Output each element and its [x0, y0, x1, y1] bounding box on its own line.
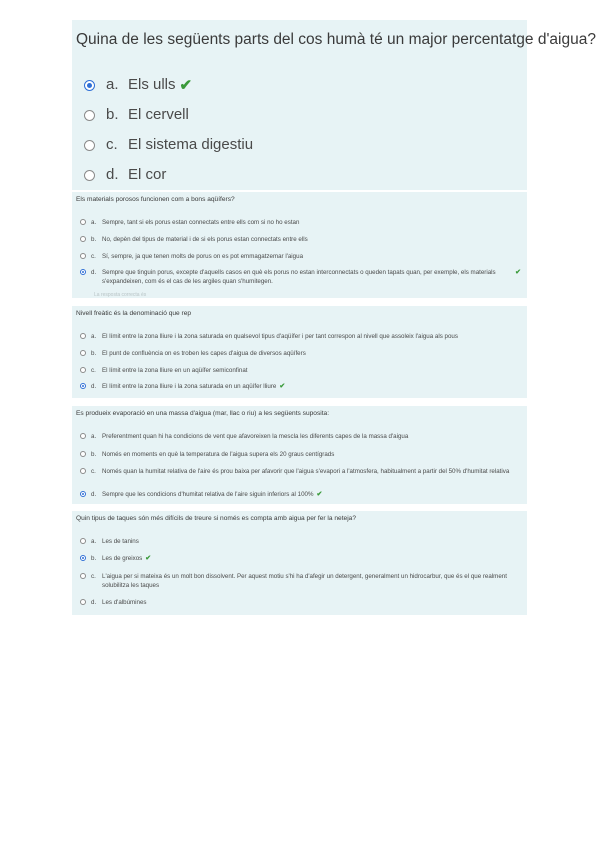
radio-selected-icon[interactable]: [80, 383, 86, 389]
radio-icon[interactable]: [80, 599, 86, 605]
radio-icon[interactable]: [80, 538, 86, 544]
answer-option-a[interactable]: a. Els ulls ✔: [84, 76, 192, 94]
radio-selected-icon[interactable]: [80, 491, 86, 497]
check-icon: ✔: [515, 269, 521, 276]
answer-option-b[interactable]: b. El punt de confluència on es troben les capes d'aigua de diversos aqüífers: [80, 349, 520, 358]
feedback-text: La resposta correcta és: [94, 292, 147, 298]
answer-option-a[interactable]: a. Preferentment quan hi ha condicions de vent que afavoreixen la mescla les diferents capes de la massa d'aigua: [80, 432, 520, 441]
answer-option-c[interactable]: c. Sí, sempre, ja que tenen molts de porus on es pot emmagatzemar l'aigua: [80, 252, 520, 261]
answer-option-c[interactable]: c. L'aigua per si mateixa és un molt bon dissolvent. Per aquest motiu s'hi ha d'afegir un detergent, generalment un hidrocarbur, que és el que realment solubilitza les taques: [80, 572, 520, 590]
option-text: Sempre que les condicions d'humitat relativa de l'aire siguin inferiors al 100%: [102, 491, 314, 498]
radio-icon[interactable]: [80, 433, 86, 439]
radio-icon[interactable]: [80, 350, 86, 356]
option-text: Les d'albúmines: [102, 599, 147, 606]
check-icon: ✔: [179, 77, 193, 94]
question-block-3: [72, 306, 527, 398]
answer-option-b[interactable]: b. Només en moments en què la temperatura de l'aigua supera els 20 graus centígrads: [80, 450, 520, 459]
option-text: L'aigua per si mateixa és un molt bon dissolvent. Per aquest motiu s'hi ha d'afegir un detergent, generalment un hidrocarbur, que és el que realment solubilitza les taques: [102, 573, 507, 589]
question-text: Quina de les següents parts del cos humà té un major percentatge d'aigua?: [76, 31, 596, 48]
answer-option-d[interactable]: d. El cor: [84, 166, 166, 183]
radio-icon[interactable]: [80, 236, 86, 242]
question-text: Es produeix evaporació en una massa d'aigua (mar, llac o riu) a les següents suposita:: [76, 410, 330, 417]
answer-option-b[interactable]: b. No, depèn del tipus de material i de si els porus estan connectats entre ells: [80, 235, 520, 244]
option-text: El cor: [128, 166, 167, 183]
option-text: El sistema digestiu: [128, 136, 254, 153]
option-text: Les de tanins: [102, 538, 139, 545]
answer-option-a[interactable]: a. Sempre, tant si els porus estan connectats entre ells com si no ho estan: [80, 218, 520, 227]
option-text: El punt de confluència on es troben les capes d'aigua de diversos aqüífers: [102, 350, 306, 357]
option-text: El cervell: [128, 106, 189, 123]
option-text: El límit entre la zona lliure i la zona saturada en un aqüífer lliure: [102, 383, 277, 390]
radio-selected-icon[interactable]: [80, 269, 86, 275]
radio-icon[interactable]: [80, 451, 86, 457]
answer-option-d[interactable]: d. Les d'albúmines: [80, 598, 520, 607]
answer-option-a[interactable]: a. El límit entre la zona lliure i la zona saturada en qualsevol tipus d'aqüífer i per tant correspon al nivell que assoleix l'aigua als pous: [80, 332, 520, 341]
answer-option-c[interactable]: c. El límit entre la zona lliure en un aqüífer semiconfinat: [80, 366, 520, 375]
radio-selected-icon[interactable]: [84, 80, 95, 91]
radio-icon[interactable]: [80, 573, 86, 579]
option-text: El límit entre la zona lliure i la zona saturada en qualsevol tipus d'aqüífer i per tant correspon al nivell que assoleix l'aigua als pous: [102, 333, 458, 340]
answer-option-c[interactable]: c. El sistema digestiu: [84, 136, 253, 153]
question-text: Els materials porosos funcionen com a bons aqüífers?: [76, 196, 235, 203]
answer-option-a[interactable]: a. Les de tanins: [80, 537, 520, 546]
option-text: Només quan la humitat relativa de l'aire és prou baixa per afavorir que l'aigua s'evapori a l'atmosfera, habitualment a partir del 50% d'humitat relativa: [102, 468, 510, 475]
radio-icon[interactable]: [80, 468, 86, 474]
check-icon: ✔: [145, 555, 152, 562]
question-block-4: [72, 406, 527, 504]
option-text: Només en moments en què la temperatura de l'aigua supera els 20 graus centígrads: [102, 451, 335, 458]
radio-icon[interactable]: [80, 253, 86, 259]
answer-option-d[interactable]: d. El límit entre la zona lliure i la zona saturada en un aqüífer lliure ✔: [80, 382, 520, 391]
radio-selected-icon[interactable]: [80, 555, 86, 561]
option-text: Sempre, tant si els porus estan connectats entre ells com si no ho estan: [102, 219, 300, 226]
question-text: Nivell freàtic és la denominació que rep: [76, 310, 192, 317]
option-text: Els ulls: [128, 76, 176, 93]
radio-icon[interactable]: [80, 333, 86, 339]
answer-option-d[interactable]: d. Sempre que tinguin porus, excepte d'aquells casos en què els porus no estan interconnectats o queden tapats quan, per exemple, els materials s'expandeixen, com és el cas de les argiles quan s'humitegen.: [80, 268, 500, 286]
option-text: Preferentment quan hi ha condicions de vent que afavoreixen la mescla les diferents capes de la massa d'aigua: [102, 433, 409, 440]
option-text: No, depèn del tipus de material i de si els porus estan connectats entre ells: [102, 236, 308, 243]
answer-option-b[interactable]: b. Les de greixos ✔: [80, 554, 520, 563]
radio-icon[interactable]: [80, 367, 86, 373]
option-text: El límit entre la zona lliure en un aqüífer semiconfinat: [102, 367, 248, 374]
question-block-2: [72, 192, 527, 298]
option-text: Les de greixos: [102, 555, 143, 562]
radio-icon[interactable]: [84, 170, 95, 181]
radio-icon[interactable]: [84, 140, 95, 151]
question-block-1: [72, 20, 596, 190]
answer-option-b[interactable]: b. El cervell: [84, 106, 189, 123]
question-text: Quin tipus de taques són més difícils de treure si només es compta amb aigua per fer la neteja?: [76, 515, 357, 522]
check-icon: ✔: [279, 383, 286, 390]
answer-option-c[interactable]: c. Només quan la humitat relativa de l'aire és prou baixa per afavorir que l'aigua s'evapori a l'atmosfera, habitualment a partir del 50% d'humitat relativa: [80, 467, 520, 476]
option-text: Sí, sempre, ja que tenen molts de porus on es pot emmagatzemar l'aigua: [102, 253, 304, 260]
question-block-5: [72, 511, 527, 615]
radio-icon[interactable]: [84, 110, 95, 121]
check-icon: ✔: [316, 491, 323, 498]
answer-option-d[interactable]: d. Sempre que les condicions d'humitat relativa de l'aire siguin inferiors al 100% ✔: [80, 490, 520, 499]
radio-icon[interactable]: [80, 219, 86, 225]
option-text: Sempre que tinguin porus, excepte d'aquells casos en què els porus no estan interconnectats o queden tapats quan, per exemple, els materials s'expandeixen, com és el cas de les argiles quan s'humitegen.: [102, 269, 496, 285]
